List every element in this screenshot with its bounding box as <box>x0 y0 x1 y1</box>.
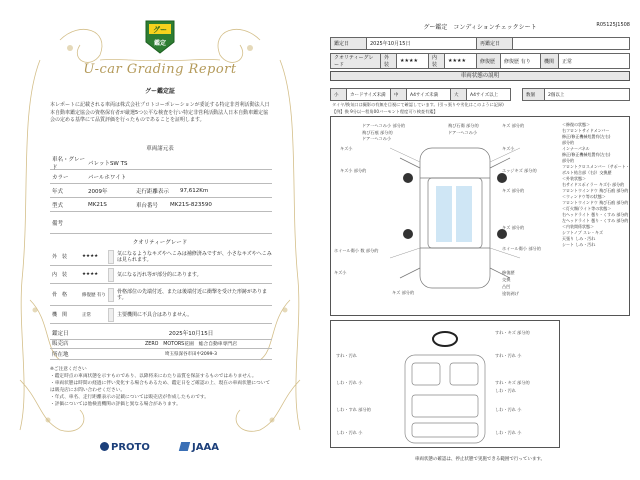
remarks-row <box>50 212 272 234</box>
spec-line: シート しみ・汚れ <box>562 242 596 247</box>
interior-label: すれ・汚れ 小 <box>495 353 522 358</box>
sheet-title: グー鑑定 コンディションチェックシート <box>423 24 537 31</box>
intro-text: 本レポートに記載される車両は株式会社プロトコーポレーションが委託する特定非営利活動法人日本自動車鑑定協会の資格保有者が厳選5つ公平な検査を行い特定非営利活動法人日本自動車鑑定協会の定める基準にて品質評価を行ったものであることを証明します。 <box>50 102 270 123</box>
jaaa-logo-text: JAAA <box>192 442 219 453</box>
interior-label: しわ・汚れ 小 <box>495 430 522 435</box>
spec-line: フロントクロスメンバー（サポート・ボルト結合部（右)）交換歴 <box>562 164 630 175</box>
model-value: パレットSW TS <box>88 160 128 167</box>
interior-label: しわ・汚れ 小 <box>336 430 363 435</box>
scale-cell: A4サイズ未満 <box>407 89 451 101</box>
note-line: ・年式、車名、走行距離表示の記載については販売店が作成したものです。 <box>50 395 209 400</box>
interior-label: しわ・汚れ 小 <box>495 407 522 412</box>
frame-number-label: 車台番号 <box>136 202 159 209</box>
scale-cell: 2個以上 <box>545 89 630 101</box>
quality-table <box>330 53 630 69</box>
report-subtitle: グー鑑定証 <box>144 88 175 95</box>
shop-row <box>50 338 272 349</box>
grade-label: 機 関 <box>52 312 68 318</box>
quality-label: クオリティーグレード <box>331 54 381 69</box>
sheet-footer: 車両状態の確認は、停止状態で実施できる範囲で行っています。 <box>414 457 546 462</box>
interior-seat-diagram <box>390 325 500 445</box>
interior-label: しわ・汚れ <box>495 388 516 393</box>
year-value: 2009年 <box>88 188 108 195</box>
interior-label: すれ・キズ 部分的 <box>495 380 530 385</box>
mileage-value: 97,612Km <box>180 187 209 194</box>
grade-label: 外 装 <box>52 254 68 260</box>
scale-cell: 小 <box>331 89 347 101</box>
grade-description: 気になるようなキズやへこみは補修済みですが、小さなキズやへこみは見られます。 <box>117 250 272 263</box>
damage-label: キズ 部分的 <box>502 225 525 230</box>
note-line: ※ご注意ください <box>50 367 87 372</box>
engine-label: 機関 <box>541 54 559 69</box>
interior-label: すれ・キズ 部分的 <box>495 330 530 335</box>
grade-bar <box>108 268 114 282</box>
ext-stars: ★★★★ <box>397 54 429 69</box>
grade-bar <box>108 308 114 322</box>
type-row <box>50 198 272 212</box>
damage-label: ドア一ヘコみ小 <box>448 130 478 135</box>
date-label: 鑑定日 <box>331 38 367 50</box>
scale-cell: A4サイズ以上 <box>467 89 511 101</box>
date-label: 鑑定日 <box>52 330 69 337</box>
grade-bar <box>108 250 114 264</box>
grade-stars: ★★★★ <box>82 272 99 277</box>
scale-cell: 数個 <box>523 89 545 101</box>
spec-line: 修正/修正機械処置有(左右) <box>562 152 611 157</box>
svg-text:鑑定: 鑑定 <box>153 40 167 47</box>
section-vehicle-title: 車両諸元表 <box>146 146 174 152</box>
scale-cell: カードサイズ未満 <box>347 89 391 101</box>
date-value: 2025年10月15日 <box>168 330 214 337</box>
frame-number-value: MK21S-823590 <box>170 201 212 208</box>
interior-label: しわ・汚れ 小 <box>336 380 363 385</box>
shop-value: ZERO MOTORS花園 総合自動車専門店 <box>145 341 237 347</box>
date-value: 2025年10月15日 <box>367 38 477 50</box>
address-value: 埼玉県深谷市田中2099-3 <box>165 352 217 357</box>
re-date-label: 再鑑定日 <box>477 38 513 50</box>
frame-value: 修復歴 有り <box>501 54 541 69</box>
damage-label: キズ 部分的 <box>502 123 525 128</box>
type-label: 型式 <box>52 202 64 209</box>
type-value: MK21S <box>88 201 107 208</box>
scale-cell: 大 <box>451 89 467 101</box>
grade-stars: 正常 <box>82 312 91 318</box>
grade-stars: ★★★★ <box>82 254 99 259</box>
spec-line: 部分的 <box>562 140 574 145</box>
spec-line: ＜外装状態＞ <box>562 176 586 181</box>
re-date-value <box>513 38 630 50</box>
repair-state-list <box>562 122 630 248</box>
jaaa-logo <box>180 442 219 453</box>
damage-label: 飛び石傷 部分的 <box>448 123 479 128</box>
grade-label: 内 装 <box>52 272 68 278</box>
remarks-label: 備考 <box>52 220 64 227</box>
condition-check-sheet <box>320 0 640 480</box>
damage-label: キズ小 <box>334 270 347 275</box>
spec-line: フロントウインドウ 飛び石痕 部分的 <box>562 200 629 205</box>
proto-logo-text: PROTO <box>111 442 150 453</box>
section-grade-title: クオリティーグレード <box>132 240 188 246</box>
svg-text:グー: グー <box>153 26 167 34</box>
color-label: カラー <box>52 174 69 181</box>
sheet-code: R05125J1508 <box>596 22 630 28</box>
note-line: ・車両状態は時間の経過に伴い変化する場合もあるため、鑑定日をご確認の上、現在の車両状態については販売店にお問い合わせください。 <box>50 381 271 393</box>
damage-label: ホイール傷小 部分的 <box>502 246 541 251</box>
damage-label: ドア一ヘコみ小 <box>362 136 392 141</box>
proto-logo <box>100 442 150 453</box>
int-stars: ★★★★ <box>445 54 477 69</box>
grade-label: 骨 格 <box>52 292 68 298</box>
year-label: 年式 <box>52 188 64 195</box>
scale-note-example: 【例】換 9分以～程角00バーモント程度可り検査有鑑】 <box>332 109 438 114</box>
grade-row-exterior <box>50 248 272 266</box>
shop-label: 販売店 <box>52 341 69 347</box>
scale-cell: 中 <box>391 89 407 101</box>
scale-note: タイヤ/換気口は撮影の有無を目視にて確認しています。(引っ張りや劣化はこのように記録) <box>332 102 504 107</box>
interior-label: しわ・すれ 部分的 <box>336 407 371 412</box>
spec-line: 天張り しみ・汚れ <box>562 236 596 241</box>
spec-line: インナーパネル <box>562 146 590 151</box>
grade-row-frame <box>50 284 272 306</box>
damage-label: キズ 部分的 <box>392 290 415 295</box>
car-top-view-diagram <box>390 128 520 308</box>
interior-label: すれ・汚れ <box>336 353 357 358</box>
grade-description: 主要機関に不具合はありません。 <box>117 311 193 318</box>
color-row <box>50 170 272 184</box>
spec-line: フロントウインドウ 飛び石痕 部分的 <box>562 188 629 193</box>
scale-table <box>330 88 630 101</box>
spec-line: 右ヘッドライト 曇り・くすみ 部分的 <box>562 212 629 217</box>
spec-line: 右サイドスポイラー キズ小 部分的 <box>562 182 625 187</box>
frame-label: 修復歴 <box>477 54 501 69</box>
spec-line: ＜内装関係状態＞ <box>562 224 594 229</box>
int-label: 内装 <box>429 54 445 69</box>
damage-label: キズ小 <box>502 146 515 151</box>
model-row <box>50 156 272 170</box>
spec-line: シフトノブ スレ・キズ <box>562 230 603 235</box>
damage-label: エッジキズ 部分的 <box>502 168 537 173</box>
grade-row-interior <box>50 266 272 284</box>
damage-label: ホイール傷小 数 部分的 <box>334 248 379 253</box>
spec-line: ＜ウィンドウ等の状態＞ <box>562 194 606 199</box>
damage-label: 交換 <box>502 277 511 282</box>
spec-line: ＜灯火類/ライト等の状態＞ <box>562 206 612 211</box>
report-title: U-car Grading Report <box>83 62 237 77</box>
damage-label: キズ小 <box>340 146 353 151</box>
damage-label: 修復歴 <box>502 270 515 275</box>
address-label: 所在地 <box>52 352 69 358</box>
spec-line: 部分的 <box>562 158 574 163</box>
goo-appraisal-logo <box>143 18 177 56</box>
ext-label: 外装 <box>381 54 397 69</box>
spec-line: 修正/修正機械処置有(左右) <box>562 134 611 139</box>
damage-label: ドア一ヘコみ小 部分的 <box>362 123 406 128</box>
grade-row-engine <box>50 306 272 324</box>
grade-description: 気になる汚れ等が部分的にあります。 <box>117 271 202 278</box>
date-table <box>330 37 630 50</box>
grade-bar <box>108 288 114 302</box>
damage-label: キズ 部分的 <box>502 188 525 193</box>
color-value: パールホワイト <box>88 174 127 181</box>
spec-line: 右フロントサイドメンバー <box>562 128 610 133</box>
model-label: 車名・グレード <box>52 156 86 171</box>
damage-label: 塗装剥げ <box>502 291 519 296</box>
year-row <box>50 184 272 198</box>
spec-line: ＜修復の状態＞ <box>562 122 590 127</box>
state-header: 車両状態の説明 <box>330 71 630 81</box>
mileage-label: 走行距離表示 <box>136 188 170 195</box>
note-line: ・鑑定時点の車両状態を示すものであり、以降将来にわたり品質を保証するものではありません。 <box>50 374 257 379</box>
engine-value: 正常 <box>559 54 630 69</box>
damage-label: 飛び石痕 部分的 <box>362 130 393 135</box>
damage-label: キズ小 部分的 <box>340 168 367 173</box>
notes <box>50 366 272 408</box>
address-row <box>50 349 272 360</box>
spec-line: 左ヘッドライト 曇り・くすみ 部分的 <box>562 218 629 223</box>
grade-description: 骨格部位の先端付近、または後端付近に衝撃を受けた形跡があります。 <box>117 288 268 301</box>
damage-label: 凸凹 <box>502 284 511 289</box>
grade-stars: 修復歴 有り <box>82 292 106 298</box>
note-line: ・評価については他検査機関の評価と異なる場合があります。 <box>50 402 181 407</box>
